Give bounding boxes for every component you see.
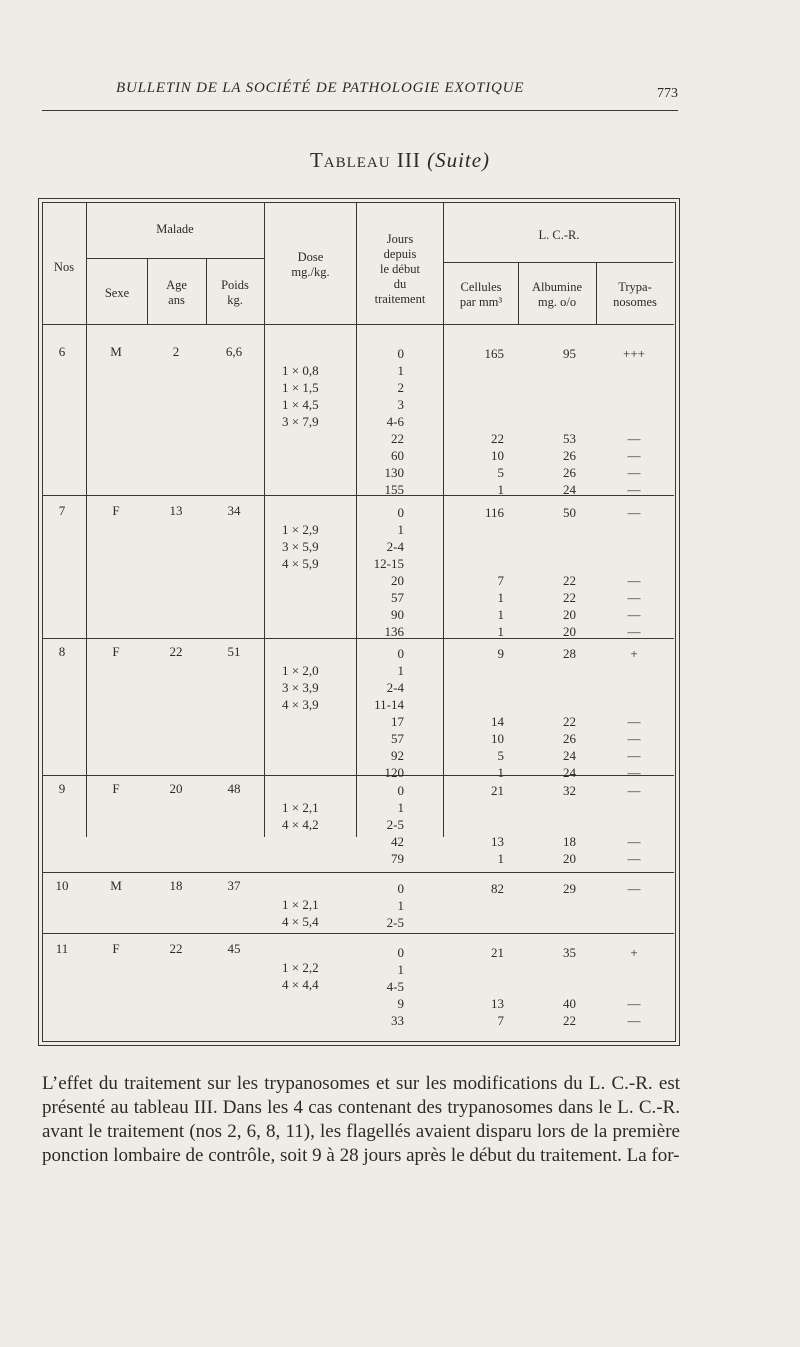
row10-no: 10: [55, 878, 69, 893]
page-header: [42, 80, 678, 111]
row6-trypanosomes: +++ — — — —: [623, 346, 645, 497]
row11-sexe: F: [112, 941, 120, 956]
row11-no: 11: [55, 941, 69, 956]
row10-trypanosomes: —: [627, 881, 641, 896]
header-rule: [86, 258, 264, 259]
row10-cellules: 82: [491, 881, 504, 896]
row6-poids: 6,6: [225, 344, 243, 359]
row7-poids: 34: [227, 503, 241, 518]
row10-age: 18: [169, 878, 183, 893]
row8-cellules: 9 14 10 5 1: [491, 646, 504, 780]
row6-age: 2: [172, 344, 180, 359]
header-lcr: L. C.-R.: [538, 228, 580, 242]
header-rule: [443, 262, 673, 263]
row-divider: [42, 933, 674, 934]
row11-age: 22: [169, 941, 183, 956]
col-divider: [443, 203, 444, 837]
row9-dose: 1 × 2,1 4 × 4,2: [282, 800, 319, 832]
table-title: [0, 148, 800, 173]
table-title-number: III: [390, 148, 428, 172]
row8-sexe: F: [112, 644, 120, 659]
journal-title: BULLETIN DE LA SOCIÉTÉ DE PATHOLOGIE EXOTIQUE: [116, 80, 525, 96]
row6-no: 6: [58, 344, 66, 359]
table-title-word: Tableau: [309, 148, 391, 172]
row8-trypanosomes: + — — — —: [627, 646, 641, 780]
row11-albumine: 35 40 22: [563, 945, 576, 1028]
header-no: Nos: [53, 260, 75, 274]
row6-jours: 0 1 2 3 4-6 22 60 130 155: [384, 346, 404, 497]
header-malade: Malade: [156, 222, 194, 236]
row7-jours: 0 1 2-4 12-15 20 57 90 136: [373, 505, 404, 639]
row6-albumine: 95 53 26 26 24: [563, 346, 576, 497]
row11-poids: 45: [227, 941, 241, 956]
col-divider: [86, 203, 87, 837]
row9-trypanosomes: — — —: [627, 783, 641, 866]
col-divider: [264, 203, 265, 837]
row8-dose: 1 × 2,0 3 × 3,9 4 × 3,9: [282, 663, 319, 712]
row7-albumine: 50 22 22 20 20: [563, 505, 576, 639]
row10-sexe: M: [110, 878, 122, 893]
row9-age: 20: [169, 781, 183, 796]
header-poids: Poids kg.: [221, 278, 249, 307]
row9-cellules: 21 13 1: [491, 783, 504, 866]
row6-cellules: 165 22 10 5 1: [484, 346, 504, 497]
row8-age: 22: [169, 644, 183, 659]
row7-no: 7: [58, 503, 66, 518]
header-trypanosomes: Trypa- nosomes: [613, 280, 657, 309]
row-divider: [42, 872, 674, 873]
row7-sexe: F: [112, 503, 120, 518]
row10-albumine: 29: [563, 881, 576, 896]
col-divider: [356, 203, 357, 837]
row6-sexe: M: [110, 344, 122, 359]
row7-cellules: 116 7 1 1 1: [484, 505, 504, 639]
row7-dose: 1 × 2,9 3 × 5,9 4 × 5,9: [282, 522, 319, 571]
row10-dose: 1 × 2,1 4 × 5,4: [282, 897, 319, 929]
header-sexe: Sexe: [104, 286, 130, 300]
header-bottom-rule: [42, 324, 674, 325]
header-dose: Dose mg./kg.: [291, 250, 330, 279]
row9-jours: 0 1 2-5 42 79: [386, 783, 404, 866]
header-cellules: Cellules par mm³: [459, 280, 503, 309]
row7-trypanosomes: — — — — —: [627, 505, 641, 639]
row11-trypanosomes: + — —: [627, 945, 641, 1028]
header-jours: Jours depuis le début du traitement: [374, 232, 426, 306]
row9-no: 9: [58, 781, 66, 796]
body-paragraph: L’effet du traitement sur les trypanosomes et sur les modifications du L. C.-R. est présenté au tableau III. Dans les 4 cas contenant des trypanosomes dans le L. C.-R. avant le traitement (nos 2, 6, 8, 11), les flagellés avaient disparu lors de la première ponction lombaire de contrôle, soit 9 à 28 jours après le début du traitement. La for-: [42, 1073, 680, 1166]
row9-poids: 48: [227, 781, 241, 796]
row6-dose: 1 × 0,8 1 × 1,5 1 × 4,5 3 × 7,9: [282, 363, 319, 429]
row9-albumine: 32 18 20: [563, 783, 576, 866]
row8-albumine: 28 22 26 24 24: [563, 646, 576, 780]
row10-poids: 37: [227, 878, 241, 893]
header-albumine: Albumine mg. o/o: [532, 280, 582, 309]
row8-no: 8: [58, 644, 66, 659]
page-number: 773: [657, 86, 678, 101]
header-age: Age ans: [166, 278, 187, 307]
row10-jours: 0 1 2-5: [386, 881, 404, 930]
row7-age: 13: [169, 503, 183, 518]
row8-poids: 51: [227, 644, 241, 659]
row9-sexe: F: [112, 781, 120, 796]
table-title-suite: (Suite): [427, 148, 491, 172]
row11-dose: 1 × 2,2 4 × 4,4: [282, 960, 319, 992]
row8-jours: 0 1 2-4 11-14 17 57 92 120: [374, 646, 404, 780]
row11-cellules: 21 13 7: [491, 945, 504, 1028]
row11-jours: 0 1 4-5 9 33: [386, 945, 404, 1028]
